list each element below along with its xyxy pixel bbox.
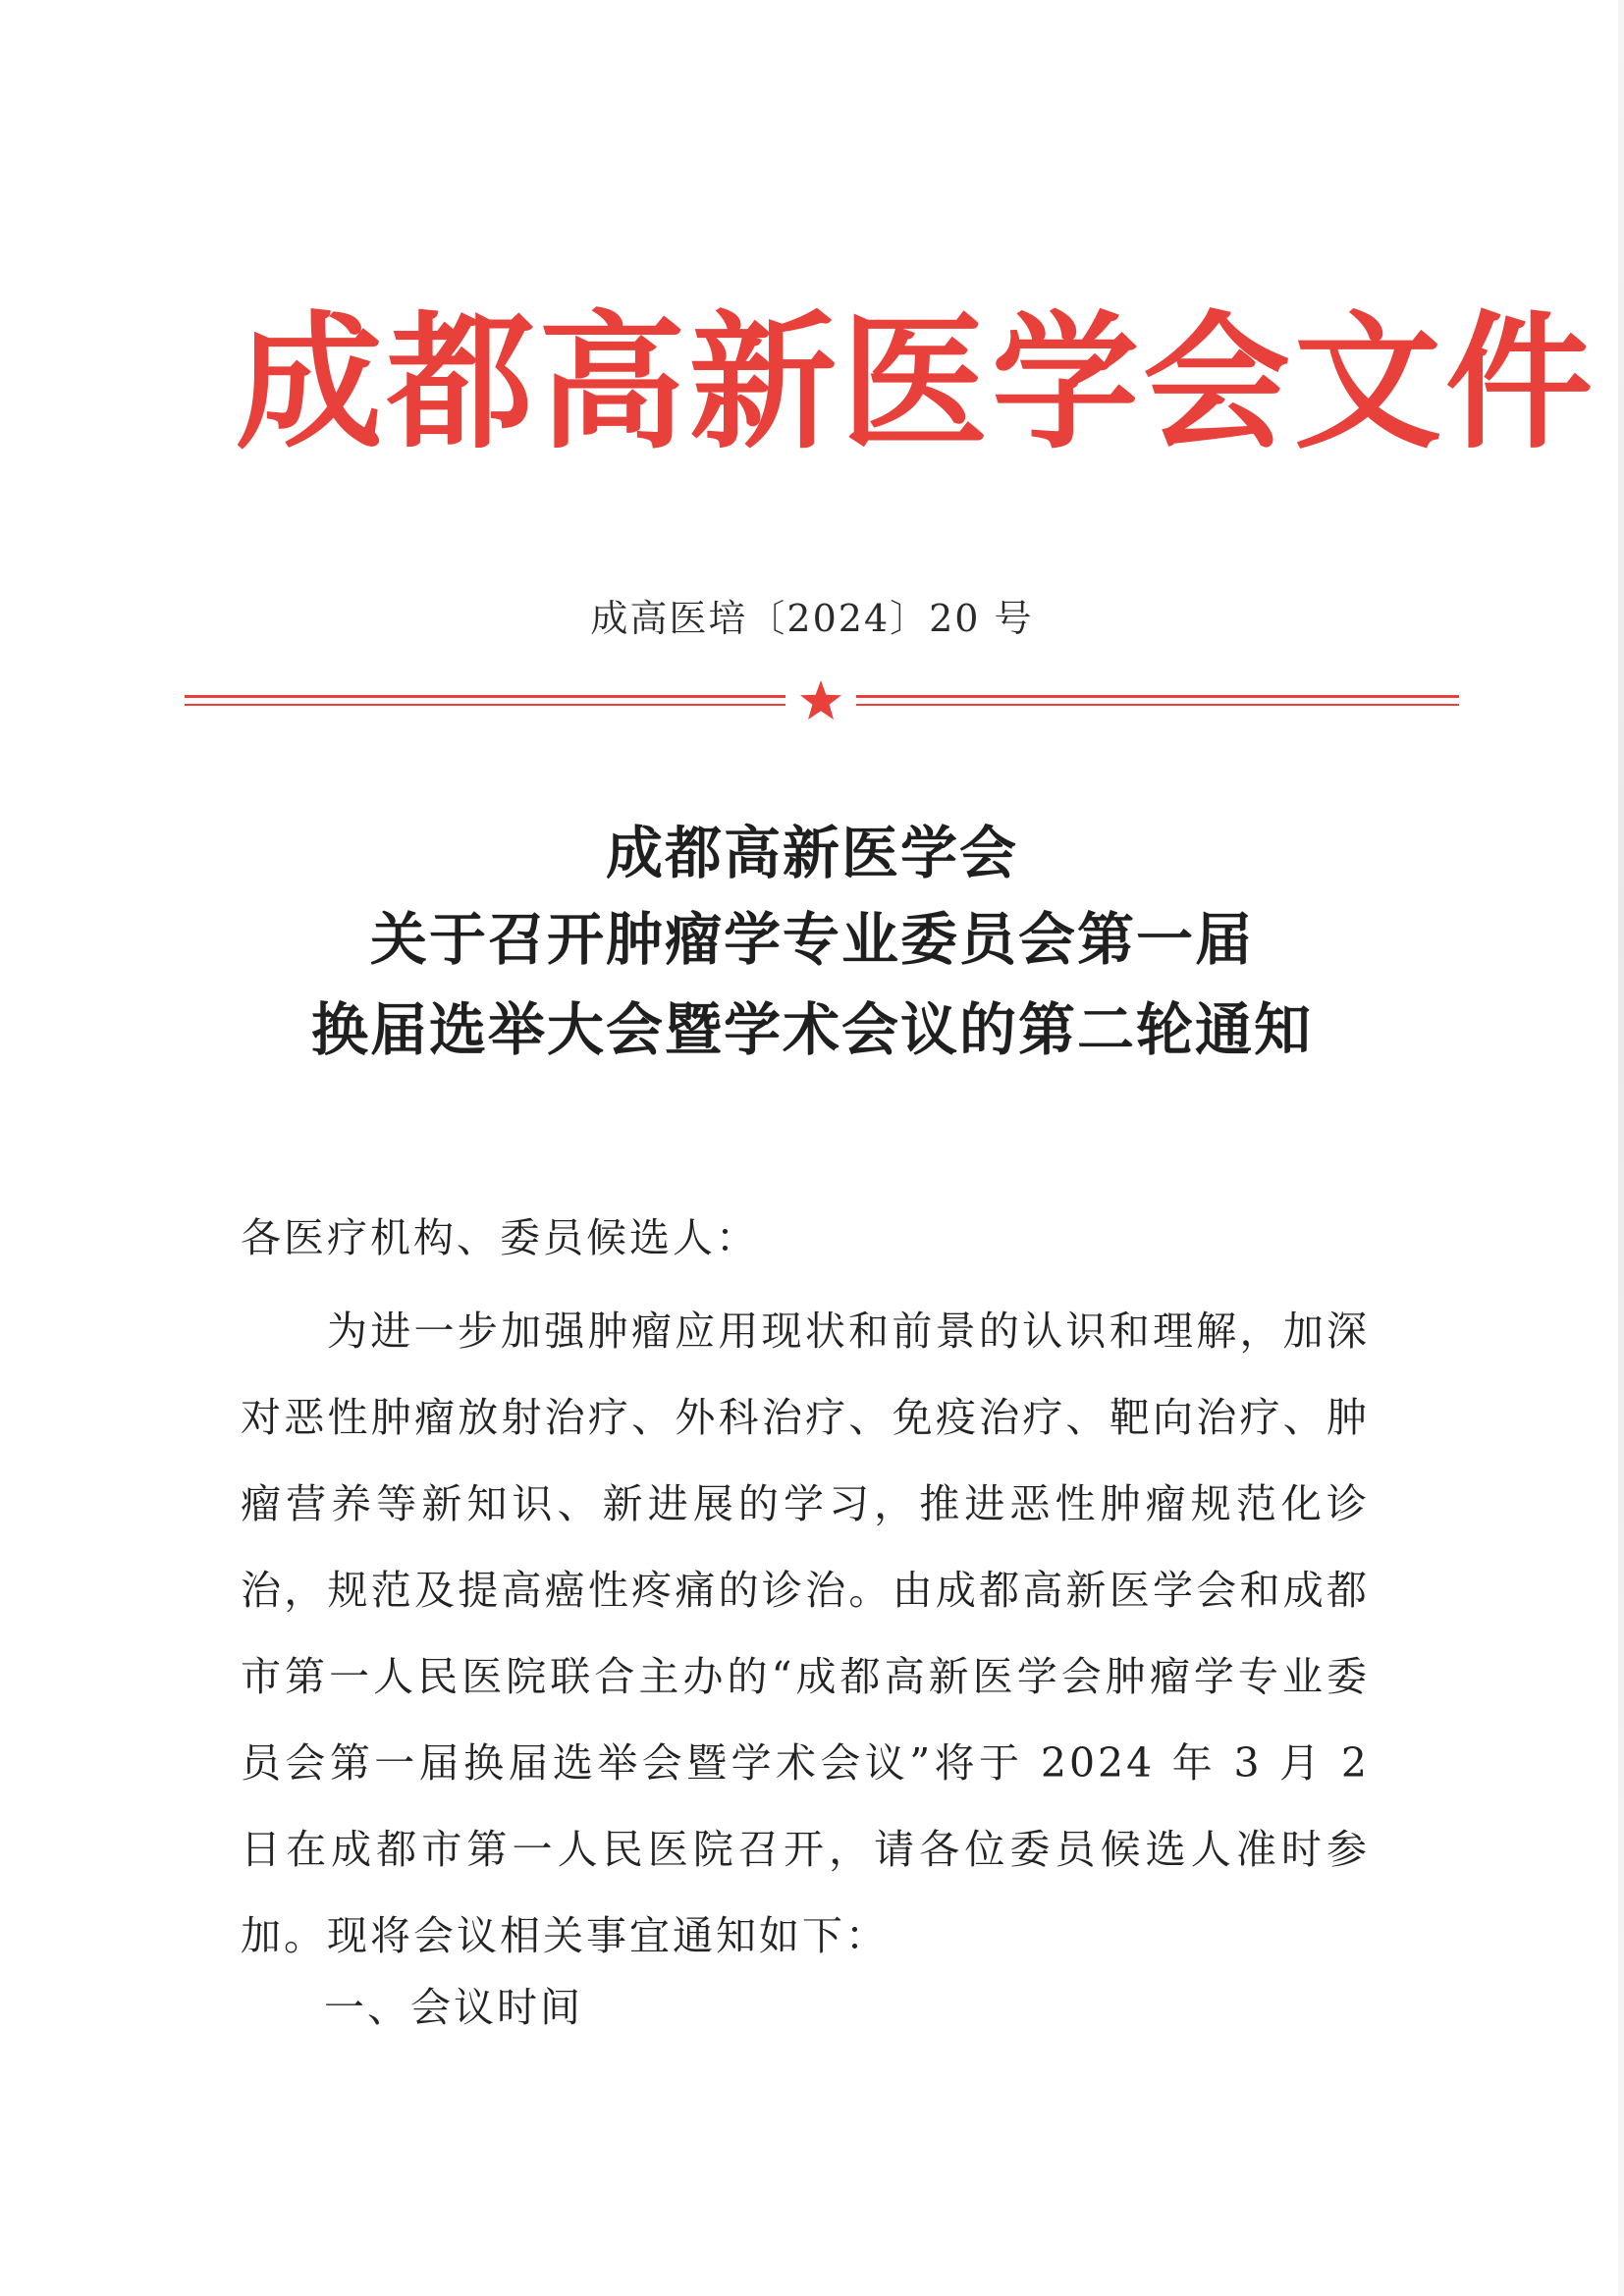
section-heading-meeting-time: 一、会议时间 bbox=[324, 1984, 583, 2031]
notice-title-line-1: 成都高新医学会 bbox=[605, 820, 1018, 886]
notice-title-line-3: 换届选举大会暨学术会议的第二轮通知 bbox=[310, 996, 1313, 1063]
divider-line-right bbox=[856, 695, 1459, 698]
salutation: 各医疗机构、委员候选人： bbox=[241, 1214, 759, 1261]
divider-line-left bbox=[185, 695, 785, 698]
document-number: 成高医培〔2024〕20 号 bbox=[590, 597, 1034, 640]
body-paragraph: 为进一步加强肿瘤应用现状和前景的认识和理解，加深对恶性肿瘤放射治疗、外科治疗、免疫治疗、靶向治疗、肿瘤营养等新知识、新进展的学习，推进恶性肿瘤规范化诊治，规范及提高癌性疼痛的诊治。由成都高新医学会和成都市第一人民医院联合主办的“成都高新医学会肿瘤学专业委员会第一届换届选举会暨学术会议”将于 2024 年 3 月 2 日在成都市第一人民医院召开，请各位委员候选人准时参加。现将会议相关事宜通知如下： bbox=[241, 1308, 1370, 1959]
star-icon bbox=[798, 677, 843, 722]
notice-title-line-2: 关于召开肿瘤学专业委员会第一届 bbox=[369, 906, 1254, 973]
masthead-title: 成都高新医学会文件 bbox=[236, 296, 1597, 469]
scan-edge bbox=[1618, 0, 1624, 2296]
